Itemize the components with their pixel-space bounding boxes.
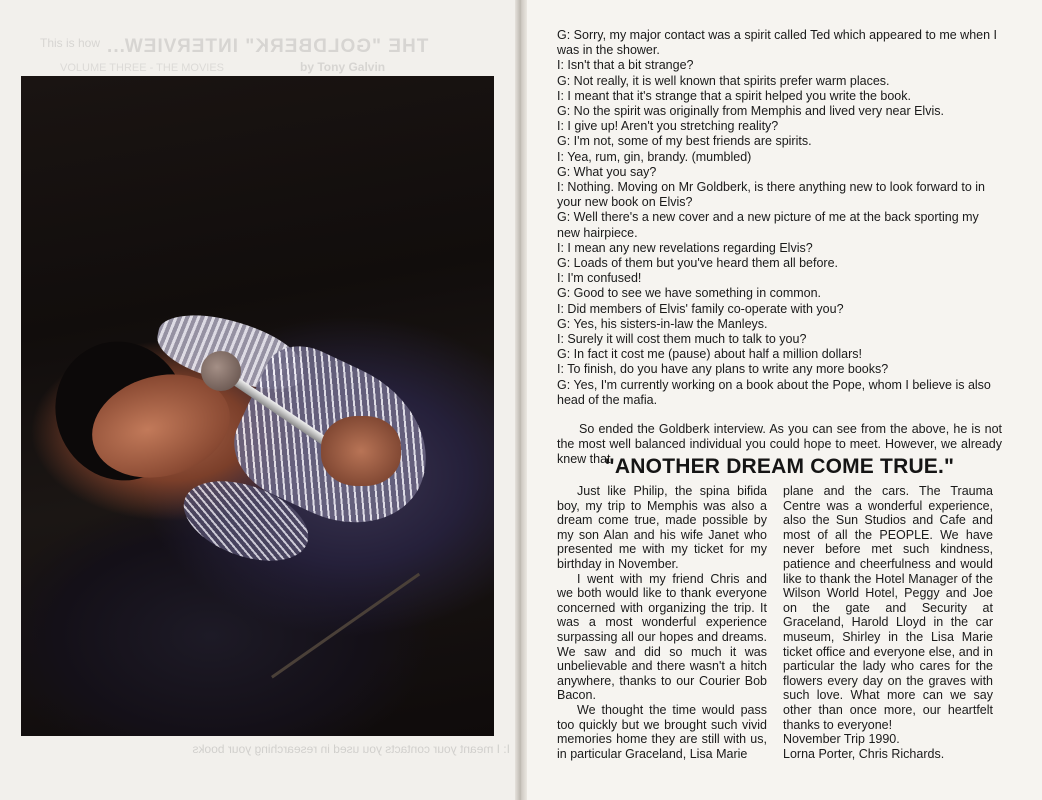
article-column-right bbox=[783, 484, 993, 761]
book-gutter bbox=[515, 0, 527, 800]
interview-line: I: Surely it will cost them much to talk to you? bbox=[557, 332, 807, 347]
interview-line: G: Not really, it is well known that spirits prefer warm places. bbox=[557, 73, 890, 88]
ghost-title: THE "GOLDBERK" INTERVIEW... bbox=[106, 36, 429, 57]
interview-line: I: I'm confused! bbox=[557, 271, 642, 286]
ghost-header-small: This is how bbox=[40, 36, 101, 50]
article-signoff-trip: November Trip 1990. bbox=[783, 732, 900, 747]
performer-photo bbox=[21, 76, 494, 736]
left-page bbox=[0, 0, 519, 800]
ghost-subtitle: by Tony Galvin bbox=[300, 60, 386, 74]
interview-line: G: Loads of them but you've heard them all before. bbox=[557, 256, 839, 271]
interview-line: I: I mean any new revelations regarding Elvis? bbox=[557, 240, 813, 255]
article-paragraph: We thought the time would pass too quickly but we brought such vivid memories home they are still with us, in particular Graceland, Lisa Marie bbox=[557, 702, 767, 761]
interview-closing-paragraph: So ended the Goldberk interview. As you can see from the above, he is not the most well balanced individual you could hope to meet. However, we already knew that. bbox=[557, 422, 1002, 467]
article-signoff-names: Lorna Porter, Chris Richards. bbox=[783, 746, 945, 761]
interview-line: I: Did members of Elvis' family co-operate with you? bbox=[557, 301, 844, 316]
article-headline: "ANOTHER DREAM COME TRUE." bbox=[604, 455, 955, 478]
article-paragraph: Just like Philip, the spina bifida boy, my trip to Memphis was also a dream come true, made possible by my son Alan and his wife Janet who presented me with my ticket for my birthday in November. bbox=[557, 484, 767, 571]
interview-line: G: What you say? bbox=[557, 164, 657, 179]
photo-mic-stand bbox=[271, 573, 420, 679]
interview-line: I: Nothing. Moving on Mr Goldberk, is there anything new to look forward to in your new book on Elvis? bbox=[557, 180, 985, 210]
interview-line: G: Well there's a new cover and a new picture of me at the back sporting my new hairpiece. bbox=[557, 210, 979, 240]
interview-line: G: I'm not, some of my best friends are spirits. bbox=[557, 134, 812, 149]
article-paragraph: plane and the cars. The Trauma Centre was a wonderful experience, also the Sun Studios and Cafe and most of all the PEOPLE. We have never before met such kindness, patience and cheerfulness and would like to thank the Hotel Manager of the Wilson World Hotel, Peggy and Joe on the gate and Security at Graceland, Harold Lloyd in the car museum, Shirley in the Lisa Marie ticket office and everyone else, and in particular the lady who cares for the flowers every day on the graves with such love. What more can we say other than once more, our heartfelt thanks to everyone! bbox=[783, 484, 993, 732]
interview-line: G: In fact it cost me (pause) about half a million dollars! bbox=[557, 347, 862, 362]
ghost-bottom-text: I: I meant your contacts you used in researching your books bbox=[192, 742, 510, 756]
interview-line: G: Yes, I'm currently working on a book about the Pope, whom I believe is also head of the mafia. bbox=[557, 377, 991, 407]
interview-line: G: No the spirit was originally from Memphis and lived very near Elvis. bbox=[557, 104, 944, 119]
article-column-left bbox=[557, 484, 767, 761]
interview-text bbox=[557, 28, 1002, 480]
interview-line: I: I meant that it's strange that a spirit helped you write the book. bbox=[557, 88, 911, 103]
photo-hand bbox=[321, 416, 401, 486]
interview-line: I: I give up! Aren't you stretching reality? bbox=[557, 119, 779, 134]
article-paragraph: I went with my friend Chris and we both would like to thank everyone concerned with organizing the trip. It was a most wonderful experience surpassing all our hopes and dreams. We saw and did so much it was unbelievable and there wasn't a hitch anywhere, thanks to our Courier Bob Bacon. bbox=[557, 571, 767, 703]
interview-line: G: Yes, his sisters-in-law the Manleys. bbox=[557, 316, 768, 331]
photo-microphone bbox=[201, 351, 241, 391]
ghost-volume: VOLUME THREE - THE MOVIES bbox=[60, 62, 225, 74]
interview-line: G: Sorry, my major contact was a spirit called Ted which appeared to me when I was in the shower. bbox=[557, 28, 998, 58]
interview-line: I: To finish, do you have any plans to write any more books? bbox=[557, 362, 889, 377]
interview-line: G: Good to see we have something in common. bbox=[557, 286, 822, 301]
interview-line: I: Isn't that a bit strange? bbox=[557, 58, 694, 73]
interview-line: I: Yea, rum, gin, brandy. (mumbled) bbox=[557, 149, 752, 164]
